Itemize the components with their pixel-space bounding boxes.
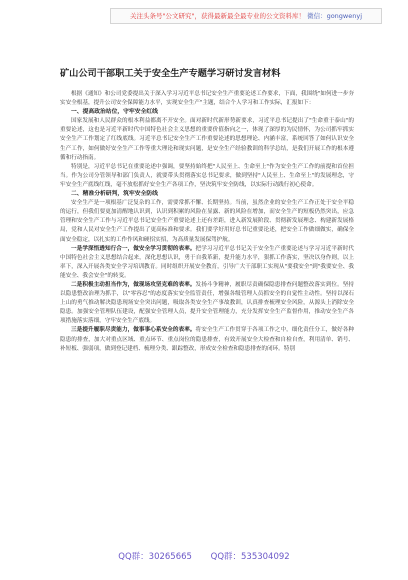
point-3-paragraph xyxy=(60,326,354,353)
point-1-lead: 一是学深悟透知行合一，做安全学习贯彻的表率。 xyxy=(71,245,196,252)
point-1-body: 把学习习近平总书记关于安全生产重要论述与学习习近平新时代中国特色社会主义思想结合起来，深化思想认识，勇于自我革新，提升能力水平，狠抓工作落实，坚决以身作则，以上率下，深入开展各类安全学习培训教育。同时组织开展安全教育，引导广大干部职工实现从"要我安全"到"我要安全、我能安全、我会安全"的转变。 xyxy=(60,245,354,279)
point-1-paragraph xyxy=(60,245,354,281)
point-2-lead: 二是积极主动担当作为，做现场攻坚克难的表率。 xyxy=(71,281,196,288)
document-title: 矿山公司干部职工关于安全生产专题学习研讨发言材料 xyxy=(60,68,281,79)
intro-paragraph: 根据《通知》和公司党委提出关于深入学习习近平总书记安全生产重要论述工作要求，下面，我围绕"如何进一步夯实安全根基，提升公司安全保障能力水平，实现安全生产"主题，结合个人学习和工作实际，汇报如下： xyxy=(60,91,354,107)
point-3-body: 将安全生产工作贯穿于各项工作之中，细化责任分工，做好各种隐患的排查，加大对重点区域、重点环节、重点岗位的隐患排查，有效开展安全大检查和自检自查，利用清单、销号、补短板、强弱项，做到登记建档、梳理分类、跟踪整改，形成安全检查和隐患排查的闭环。特别 xyxy=(60,327,354,352)
qq-group-1: QQ群：30265665 xyxy=(118,552,192,562)
footer-contact xyxy=(0,550,408,562)
document-body xyxy=(60,90,354,354)
wechat-contact: 微信：gongwenyj xyxy=(307,12,362,20)
section-2-heading: 二、精准分析研判，筑牢安全防线 xyxy=(71,191,158,198)
point-3-lead: 三是提升履职尽责能力，做事事心系安全的表率。 xyxy=(71,327,196,334)
point-2-paragraph xyxy=(60,281,354,326)
section-2-paragraph-1: 安全生产是一项根基广泛复杂的工作，需要常抓不懈、长期坚持。当前，虽然企业的安全生产工作正处于安全平稳的运行，但我们要更加清醒地认识到，认识到积累的风险在显露、新的风险在增加，而安全生产的短板仍然突出，应急管理和安全生产工作与习近平总书记安全生产重要论述上还有差距，进入新发展阶段、贯彻新发展理念、构建新发展格局，党和人民对安全生产工作提出了更高标准和要求。我们要学好用好总书记重要论述，把安全工作做细做实，确保全面安全稳定，以扎实的工作作风和硬招实招，为高质量发展保驾护航。 xyxy=(60,200,354,243)
point-2-body: 发扬斗争精神，履职尽责确保隐患排查问题整改落实到位。坚持以隐患整改治理为抓手，以"零容忍"的态度落实安全监管责任，增强各级管理人员抓安全的自觉性主动性。坚持以深石上山的勇气推动解决隐患现场安全突出问题，吸取各类安全生产事故教训，认真排查梳理安全风险，从源头上消除安全隐患。加强安全管理队伍建设，配强安全管理人员，提升安全管理能力，充分发挥安全生产监督作用，推动安全生产各项措施落实落细，守牢安全生产底线。 xyxy=(60,281,354,325)
promo-text: 关注头条号"公文研究"，获得最新最全最专业的公文资料库！ xyxy=(130,12,305,20)
qq-group-2: QQ群：535304092 xyxy=(210,552,290,562)
promo-banner xyxy=(110,8,382,24)
section-1-paragraph-2: 特别是，习近平总书记在重要论述中强调，要坚持始终把"人民至上、生命至上"作为安全生产工作的前提和首位担当。作为公司分管领导和部门负责人，就要带头贯彻落实总书记要求，做到坚持"人民至上、生命至上"的发展理念，守牢安全生产底线红线，毫不放松抓好安全生产各项工作，坚决筑牢安全防线，以实际行动践行初心使命。 xyxy=(60,163,354,188)
section-1-heading: 一、提高政治站位，守牢安全红线 xyxy=(71,109,158,116)
section-1-paragraph-1: 国家发展和人民群众的根本利益都离不开安全。面对新时代新形势新要求，习近平总书记提出了"生命重于泰山"的重要论述，这也是习近平新时代中国特色社会主义思想的重要价值指向之一，体现了深厚的为民情怀，为公司抓牢抓实安全生产工作划定了红线底线。习近平总书记安全生产工作重要论述的思想理论、内涵丰富，系统回答了如何认识安全生产工作，如何做好安全生产工作等重大理论和现实问题，是安全生产经验教训的科学总结，是我们开展工作的根本遵循和行动指南。 xyxy=(60,118,354,161)
